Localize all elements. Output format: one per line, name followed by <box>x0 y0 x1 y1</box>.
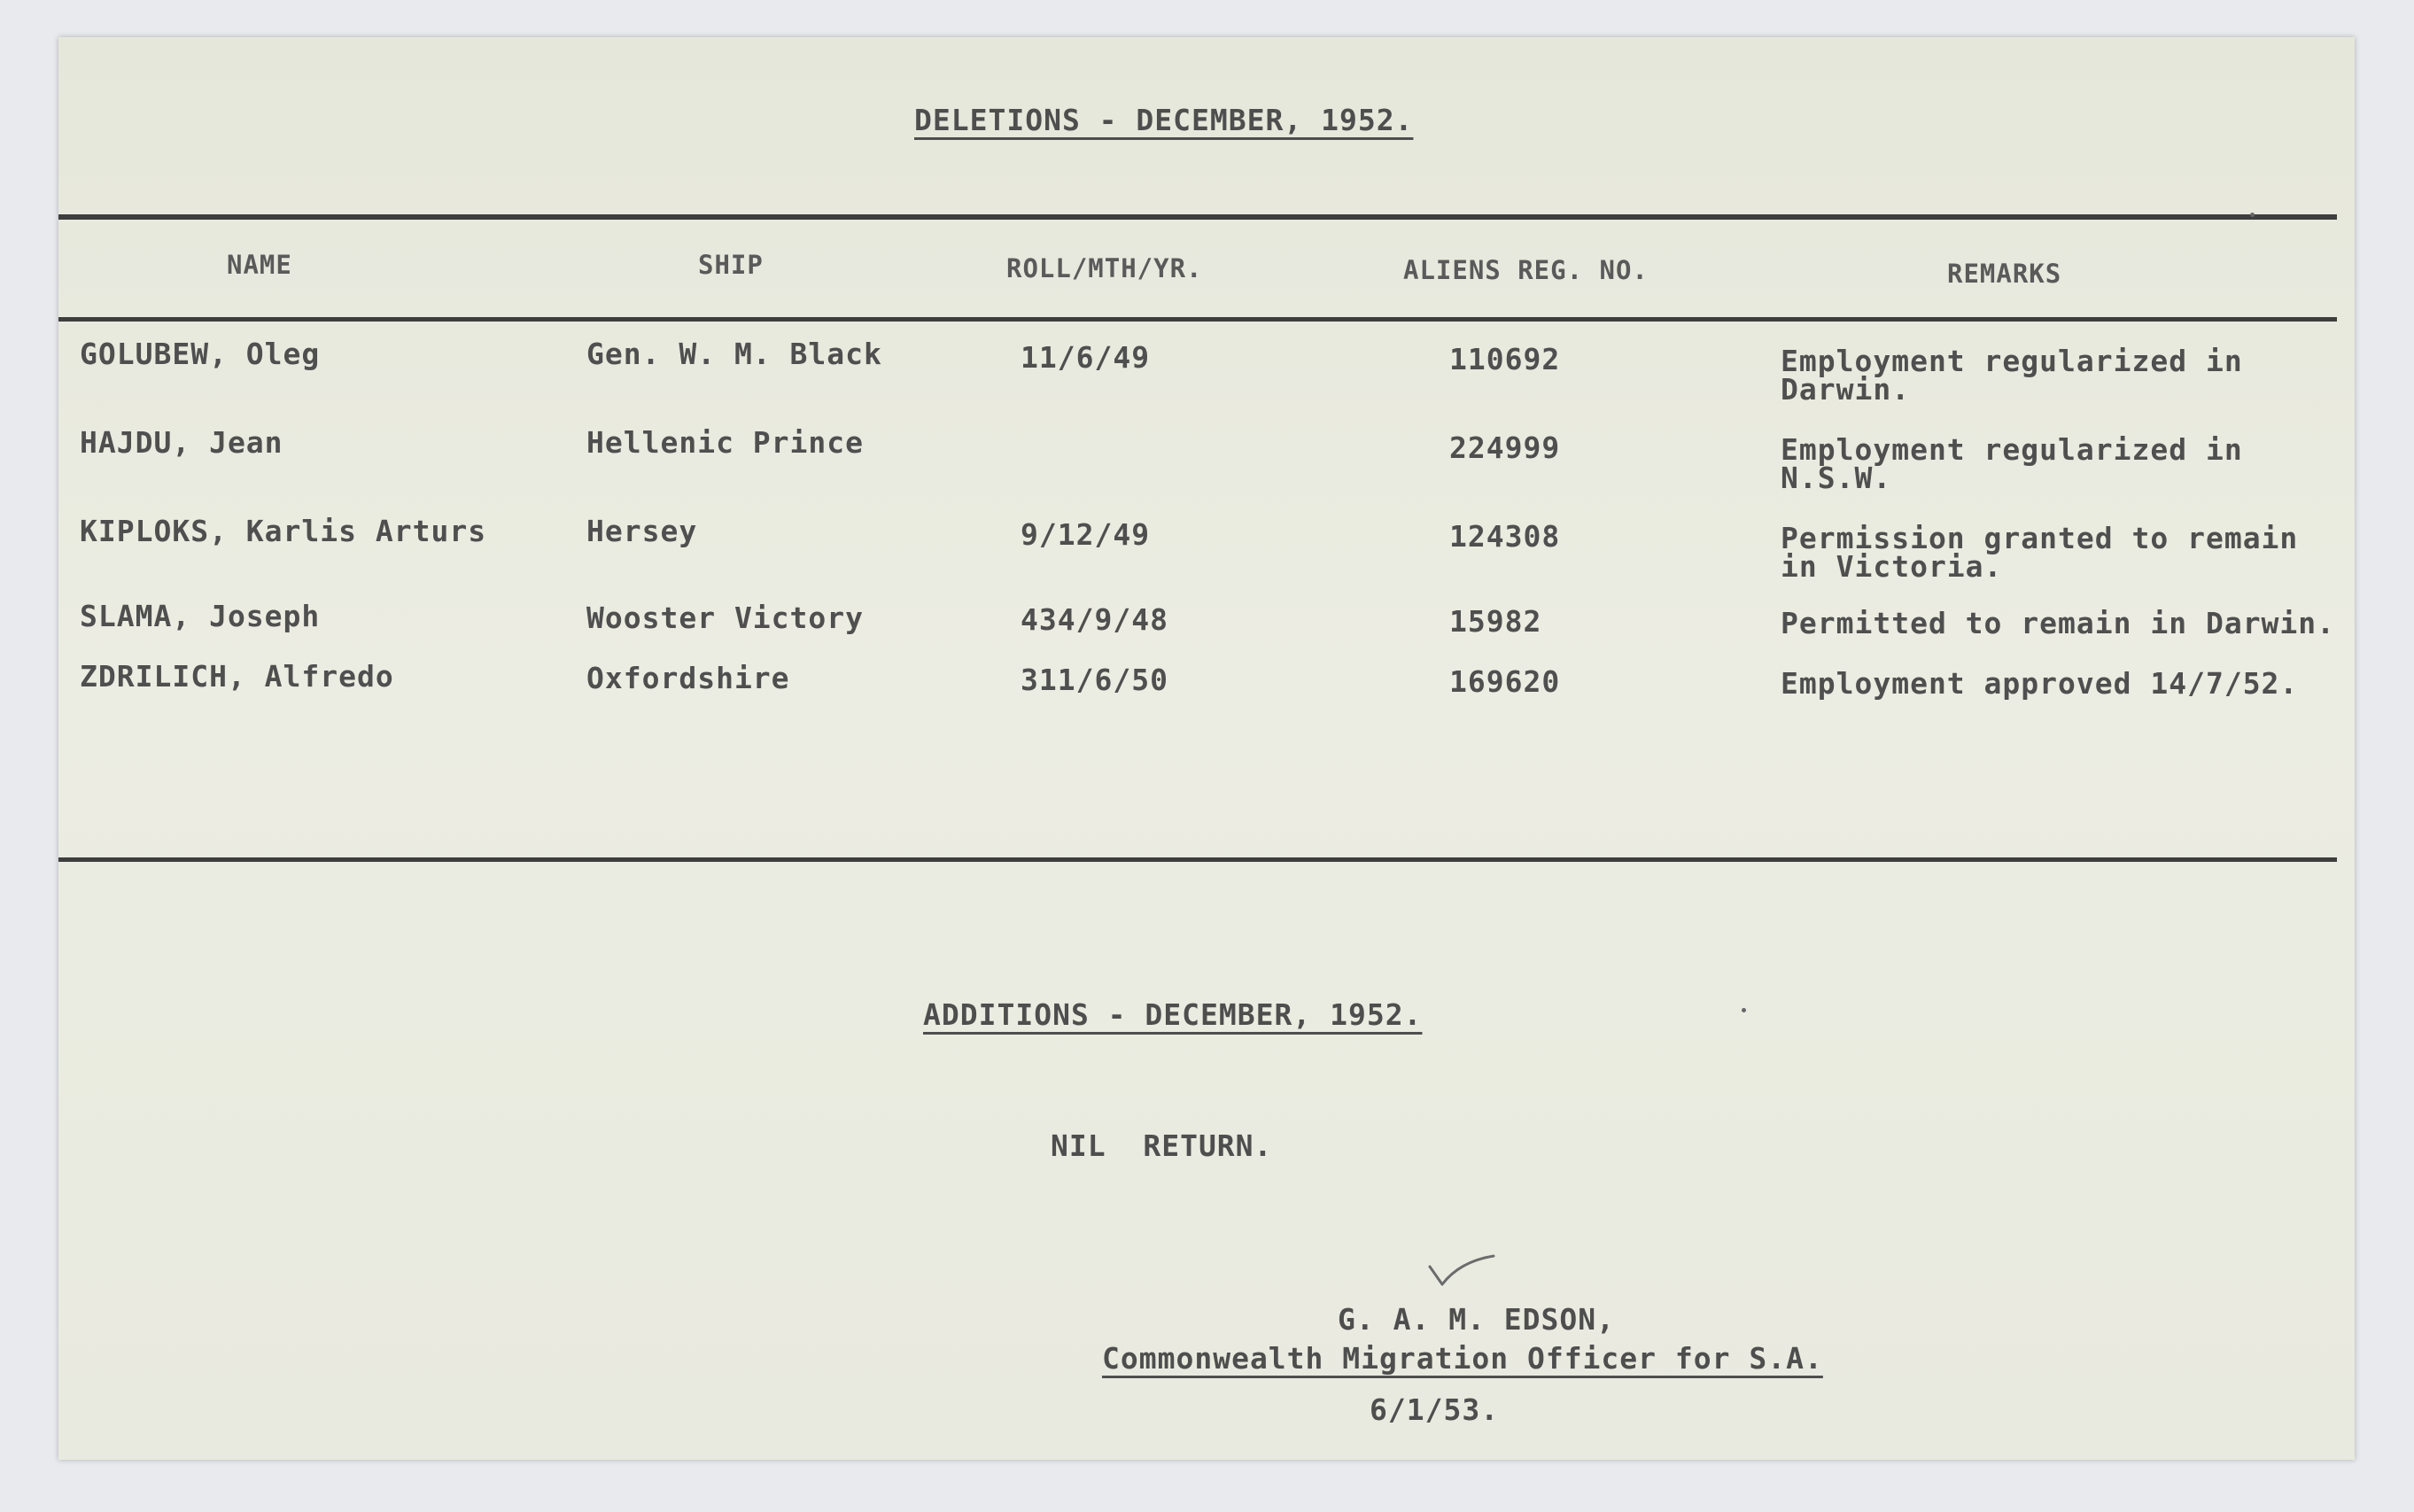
cell-remarks: Permitted to remain in Darwin. <box>1781 606 2336 640</box>
cell-roll: 311/6/50 <box>1021 663 1168 697</box>
additions-nil-return: NIL RETURN. <box>1051 1128 1273 1163</box>
header-name: NAME <box>227 250 292 280</box>
cell-remarks: Employment approved 14/7/52. <box>1781 666 2299 701</box>
cell-reg: 110692 <box>1449 342 1561 376</box>
document-page <box>58 37 2355 1460</box>
header-bottom-rule <box>58 317 2337 322</box>
cell-name: ZDRILICH, Alfredo <box>80 659 394 694</box>
header-reg: ALIENS REG. NO. <box>1403 255 1649 285</box>
signatory-role: Commonwealth Migration Officer for S.A. <box>1102 1341 1823 1376</box>
table-row <box>58 659 2355 712</box>
cell-remarks: Employment regularized in Darwin. <box>1781 344 2243 407</box>
cell-roll: 11/6/49 <box>1021 340 1151 375</box>
table-bottom-rule <box>58 857 2337 862</box>
cell-name: KIPLOKS, Karlis Arturs <box>80 514 487 548</box>
cell-name: SLAMA, Joseph <box>80 599 321 633</box>
check-mark-icon <box>1423 1251 1502 1295</box>
cell-ship: Hellenic Prince <box>586 425 865 460</box>
cell-roll: 9/12/49 <box>1021 517 1151 552</box>
cell-reg: 15982 <box>1449 604 1542 639</box>
header-roll: ROLL/MTH/YR. <box>1006 253 1203 283</box>
paper-speck <box>1742 1008 1746 1012</box>
cell-reg: 224999 <box>1449 430 1561 465</box>
cell-roll: 434/9/48 <box>1021 602 1168 637</box>
table-row <box>58 599 2355 652</box>
paper-speck <box>2250 213 2255 217</box>
deletions-title: DELETIONS - DECEMBER, 1952. <box>914 103 1414 137</box>
cell-name: HAJDU, Jean <box>80 425 283 460</box>
table-row <box>58 514 2355 584</box>
cell-ship: Wooster Victory <box>586 601 865 635</box>
table-row <box>58 337 2355 407</box>
cell-name: GOLUBEW, Oleg <box>80 337 321 371</box>
cell-ship: Hersey <box>586 514 698 548</box>
signatory-name: G. A. M. EDSON, <box>1338 1302 1616 1337</box>
additions-title: ADDITIONS - DECEMBER, 1952. <box>923 997 1423 1032</box>
cell-reg: 169620 <box>1449 664 1561 699</box>
header-ship: SHIP <box>698 250 764 280</box>
cell-remarks: Employment regularized in N.S.W. <box>1781 432 2243 495</box>
cell-remarks: Permission granted to remain in Victoria. <box>1781 521 2299 584</box>
table-row <box>58 425 2355 495</box>
cell-ship: Gen. W. M. Black <box>586 337 882 371</box>
signature-date: 6/1/53. <box>1370 1392 1500 1427</box>
cell-ship: Oxfordshire <box>586 661 790 695</box>
table-top-rule <box>58 214 2337 220</box>
cell-reg: 124308 <box>1449 519 1561 554</box>
header-remarks: REMARKS <box>1947 259 2062 289</box>
